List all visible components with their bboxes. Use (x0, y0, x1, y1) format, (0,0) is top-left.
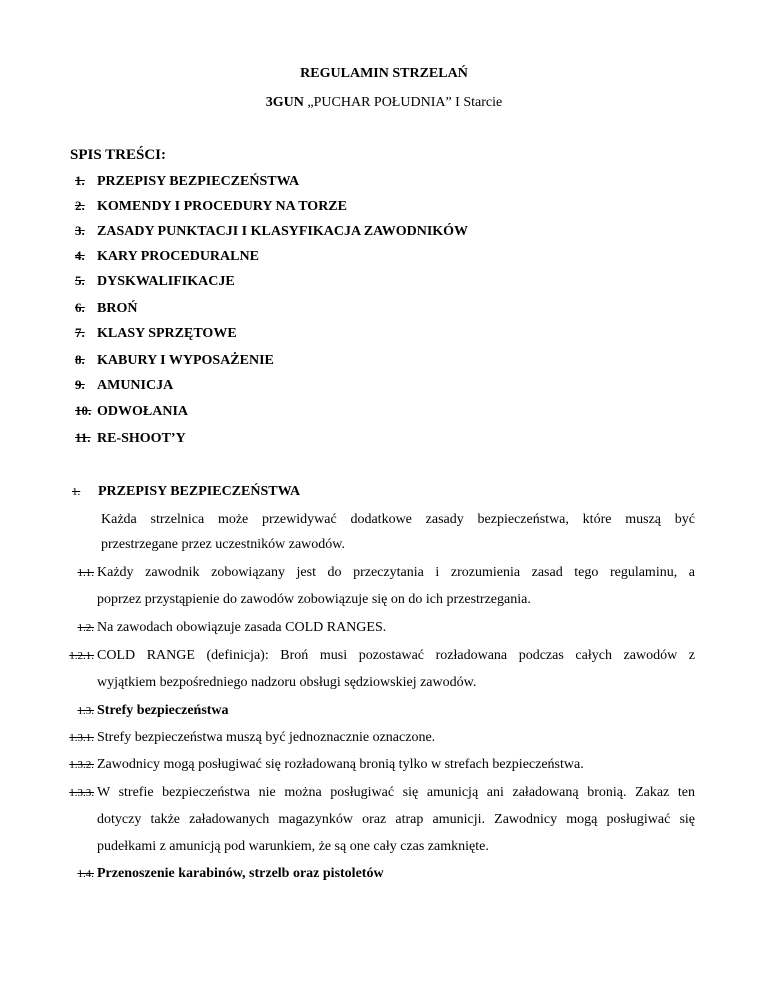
paragraph: COLD RANGE (definicja): Broń musi pozostawać rozładowana podczas całych zawodów z (97, 648, 695, 663)
clause-1-3-2 (48, 757, 96, 773)
clause-num: 1.1. (77, 567, 94, 579)
toc-item (75, 377, 173, 394)
paragraph: poprzez przystąpienie do zawodów zobowiązuje się on do ich przestrzegania. (97, 592, 531, 607)
toc-num: 3. (75, 223, 85, 238)
clause-1-3 (58, 703, 96, 719)
paragraph: Na zawodach obowiązuje zasada COLD RANGES. (97, 620, 387, 635)
clause-1-3-3 (48, 785, 96, 801)
paragraph: pudełkami z amunicją pod warunkiem, że są one cały czas zamknięte. (97, 839, 489, 854)
toc-num: 10. (75, 403, 92, 418)
toc-num: 1. (75, 173, 85, 188)
paragraph: wyjątkiem bezpośredniego nadzoru obsługi sędziowskiej zawodów. (97, 675, 477, 690)
toc-item (75, 430, 186, 447)
subheading: Strefy bezpieczeństwa (97, 703, 229, 718)
clause-1-2-1 (48, 648, 96, 664)
clause-num: 1.3.1. (69, 732, 94, 744)
toc-num: 7. (75, 325, 85, 340)
paragraph: Każdy zawodnik zobowiązany jest do przeczytania i zrozumienia zasad tego regulaminu, a (97, 565, 695, 580)
document-title: REGULAMIN STRZELAŃ (300, 66, 468, 81)
clause-num: 1.2.1. (69, 650, 94, 662)
clause-1-2 (58, 620, 96, 636)
toc-label: ODWOŁANIA (97, 404, 189, 419)
toc-label: KLASY SPRZĘTOWE (97, 326, 237, 341)
section-heading (72, 484, 300, 500)
toc-item (75, 273, 235, 290)
toc-label: RE-SHOOT’Y (97, 431, 186, 446)
paragraph: W strefie bezpieczeństwa nie można posługiwać się amunicją ani załadowaną bronią. Zakaz ten (97, 785, 695, 800)
subtitle-bold: 3GUN (265, 95, 304, 110)
clause-num: 1.2. (77, 622, 94, 634)
document-subtitle (0, 95, 768, 111)
paragraph: Zawodnicy mogą posługiwać się rozładowaną bronią tylko w strefach bezpieczeństwa. (97, 757, 584, 772)
toc-item (75, 198, 347, 215)
paragraph: dotyczy także załadowanych magazynków oraz atrap amunicji. Zawodnicy mogą posługiwać się (97, 812, 695, 827)
clause-num: 1.3.3. (69, 787, 94, 799)
clause-1-3-1 (48, 730, 96, 746)
clause-1-4 (58, 866, 96, 882)
toc-item (75, 403, 188, 420)
clause-num: 1.3.2. (69, 759, 94, 771)
toc-label: KABURY I WYPOSAŻENIE (97, 353, 274, 368)
toc-label: KOMENDY I PROCEDURY NA TORZE (97, 199, 347, 214)
section-num: 1. (72, 486, 81, 498)
toc-heading: SPIS TREŚCI: (70, 147, 167, 163)
toc-item (75, 325, 237, 342)
toc-num: 6. (75, 300, 85, 315)
paragraph: Strefy bezpieczeństwa muszą być jednoznacznie oznaczone. (97, 730, 436, 745)
toc-num: 5. (75, 273, 85, 288)
toc-label: BROŃ (97, 301, 138, 316)
toc-num: 11. (75, 430, 91, 445)
toc-item (75, 300, 137, 317)
toc-label: ZASADY PUNKTACJI I KLASYFIKACJA ZAWODNIKÓW (97, 224, 469, 239)
clause-num: 1.4. (77, 868, 94, 880)
toc-item (75, 223, 468, 240)
toc-item (75, 248, 259, 265)
subtitle-rest: „PUCHAR POŁUDNIA” I Starcie (303, 95, 503, 110)
toc-label: PRZEPISY BEZPIECZEŃSTWA (97, 174, 300, 189)
subheading: Przenoszenie karabinów, strzelb oraz pistoletów (97, 866, 384, 881)
paragraph: przestrzegane przez uczestników zawodów. (101, 537, 345, 552)
toc-num: 8. (75, 352, 85, 367)
toc-num: 9. (75, 377, 85, 392)
toc-num: 2. (75, 198, 85, 213)
clause-1-1 (58, 565, 96, 581)
toc-label: KARY PROCEDURALNE (97, 249, 259, 264)
toc-label: AMUNICJA (97, 378, 174, 393)
toc-num: 4. (75, 248, 85, 263)
toc-item (75, 173, 299, 190)
section-title: PRZEPISY BEZPIECZEŃSTWA (98, 484, 301, 499)
clause-num: 1.3. (77, 705, 94, 717)
paragraph: Każda strzelnica może przewidywać dodatkowe zasady bezpieczeństwa, które muszą być (101, 512, 695, 527)
toc-item (75, 352, 274, 369)
toc-label: DYSKWALIFIKACJE (97, 274, 235, 289)
